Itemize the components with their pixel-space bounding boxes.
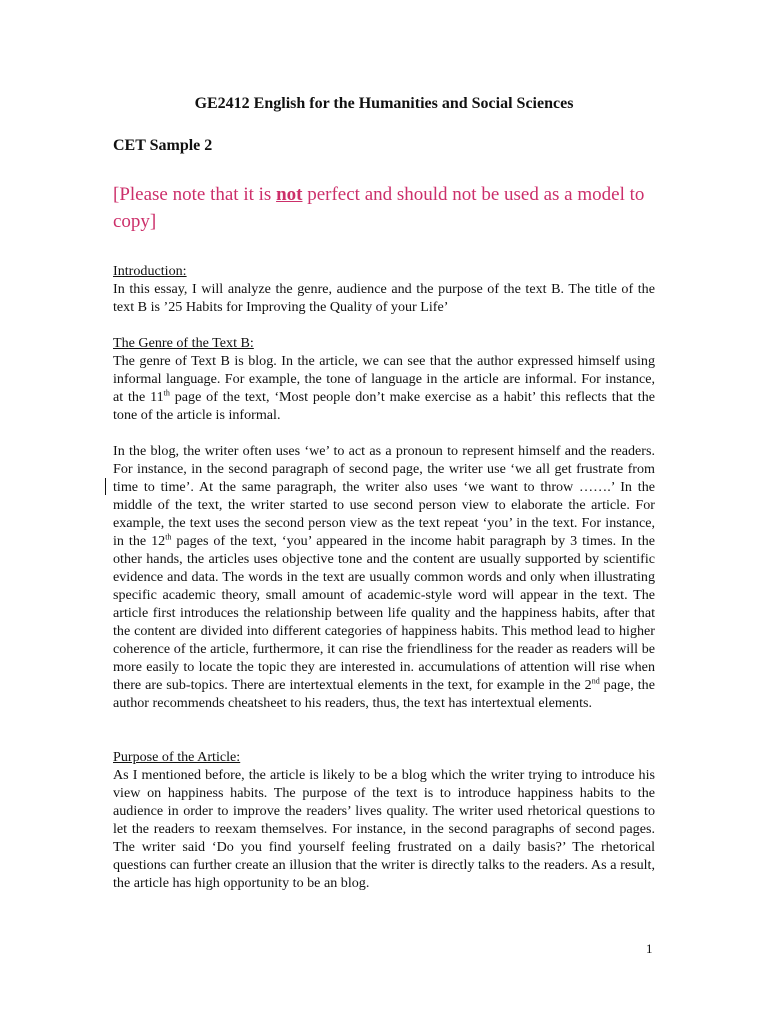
genre-paragraph-2 xyxy=(113,442,655,712)
genre-p2-text-b: pages of the text, ‘you’ appeared in the income habit paragraph by 3 times. In the other hands, the articles uses objective tone and the content are usually supported by scientific evidence and data. The words in the text are usually common words and only when illustrating specific academic theory, small amount of academic-style word will appear in the text. The article first introduces the relationship between life quality and the happiness habits, after that the content are divided into different categories of happiness habits. This method lead to higher coherence of the article, furthermore, it can rise the friendliness for the reader as readers will be more easily to locate the topic they are interested in. accumulations of attention will rise when there are sub-topics. There are intertextual elements in the text, for example in the 2 xyxy=(113,533,655,693)
genre-heading: The Genre of the Text B: xyxy=(113,335,254,351)
page-number: 1 xyxy=(646,941,653,956)
note-text-before: [Please note that it is xyxy=(113,184,277,205)
purpose-section xyxy=(113,748,655,892)
genre-p1-superscript: th xyxy=(163,388,170,398)
genre-p2-text-c: page, the author recommends cheatsheet to his readers, thus, the text has intertextual elements. xyxy=(113,677,655,711)
genre-paragraph-1 xyxy=(113,352,655,424)
genre-p1-text-b: page of the text, ‘Most people don’t make exercise as a habit’ this reflects that the tone of the article is informal. xyxy=(113,389,655,423)
introduction-paragraph: In this essay, I will analyze the genre, audience and the purpose of the text B. The title of the text B is ’25 Habits for Improving the Quality of your Life’ xyxy=(113,281,655,315)
purpose-heading: Purpose of the Article: xyxy=(113,749,241,765)
genre-p2-text-a: In the blog, the writer often uses ‘we’ to act as a pronoun to represent himself and the readers. For instance, in the second paragraph of second page, the writer use ‘we all get frustrate from time to time’. At the same paragraph, the writer also uses ‘we want to throw …….’ In the middle of the text, the writer started to use second person view to elaborate the article. For example, the text uses the second person view as the text repeat ‘you’ in the text. For instance, in the 12 xyxy=(113,443,655,549)
note-text-after: perfect and should not be used as a model to copy] xyxy=(113,184,645,232)
disclaimer-note xyxy=(113,181,673,235)
course-title: GE2412 English for the Humanities and Social Sciences xyxy=(194,95,574,112)
note-emphasis: not xyxy=(276,184,303,205)
purpose-paragraph: As I mentioned before, the article is likely to be a blog which the writer trying to introduce his view on happiness habits. The purpose of the text is to introduce happiness habits to the audience in order to improve the readers’ lives quality. The writer used rhetorical questions to let the readers to reexam themselves. For instance, in the second paragraphs of second pages. The writer said ‘Do you find yourself feeling frustrated on a daily basis?’ The rhetorical questions can further create an illusion that the writer is directly talks to the readers. As a result, the article has high opportunity to be an blog. xyxy=(113,767,655,891)
genre-p1-text-a: The genre of Text B is blog. In the article, we can see that the author expressed himself using informal language. For example, the tone of language in the article are informal. For instance, at the 11 xyxy=(113,353,655,405)
text-cursor xyxy=(105,478,106,495)
essay-body xyxy=(113,262,655,892)
genre-p2-superscript-2: nd xyxy=(591,676,600,686)
genre-p2-superscript-1: th xyxy=(165,532,172,542)
genre-section xyxy=(113,334,655,712)
sample-title: CET Sample 2 xyxy=(113,137,213,154)
introduction-heading: Introduction: xyxy=(113,263,187,279)
introduction-section xyxy=(113,262,655,316)
